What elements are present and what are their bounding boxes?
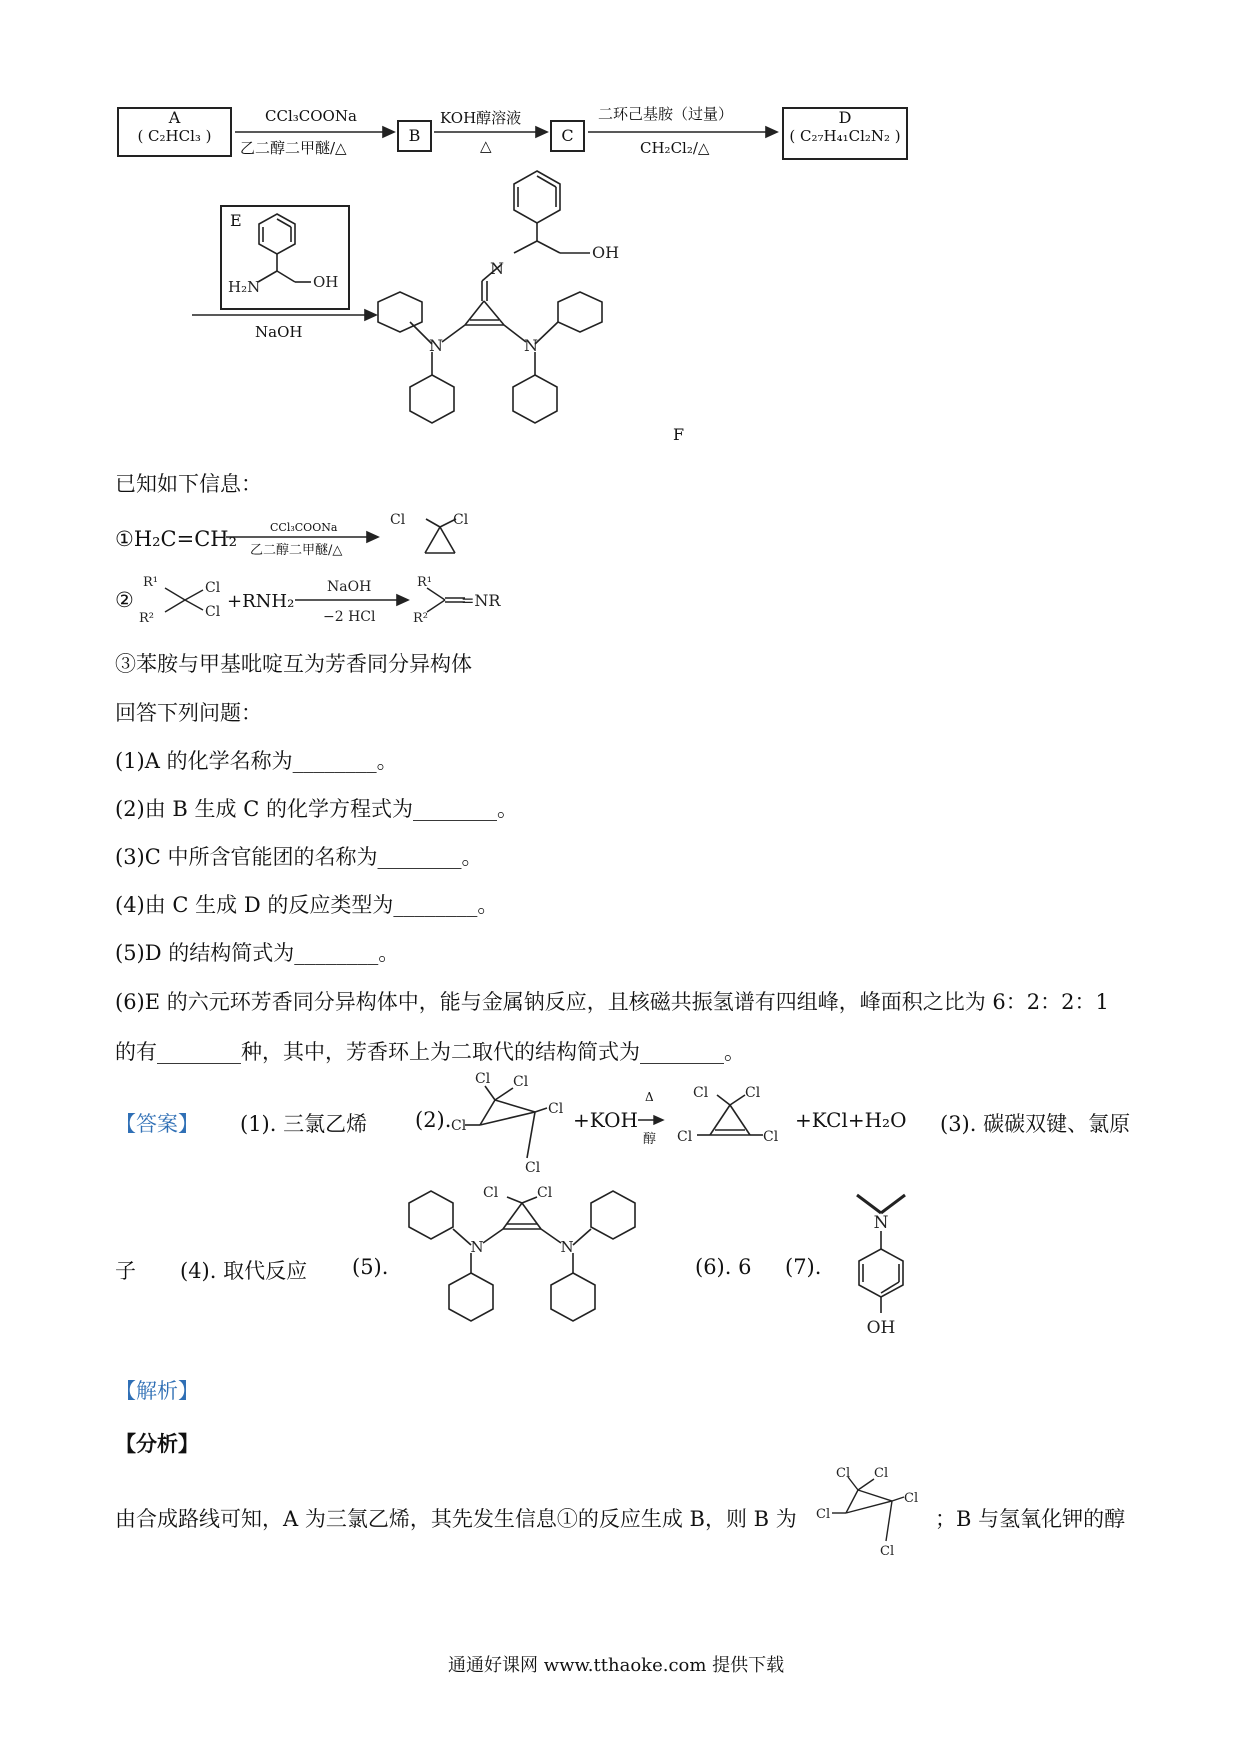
answer-7-label: (7). [785,1255,822,1279]
a5-n-left: N [470,1238,484,1256]
item2-product-nr: =NR [461,591,501,610]
answer-1: (1). 三氯乙烯 [240,1112,368,1136]
a7-oh: OH [866,1318,896,1338]
known-item1-arrow-bottom: 乙二醇二甲醚/△ [250,543,343,558]
item1-cl-left: Cl [390,512,406,528]
compound-b-label: B [408,126,421,145]
answer-6: (6). 6 [695,1255,752,1279]
arrow1-top-label: CCl₃COONa [265,107,357,125]
question-4: (4)由 C 生成 D 的反应类型为________。 [115,893,499,917]
compound-a-title: A [168,108,181,127]
page-footer: 通通好课网 www.tthaoke.com 提供下载 [448,1655,785,1676]
item2-cl-top: Cl [205,580,221,596]
answer-2-plus-koh: +KOH [573,1108,638,1132]
known-item2-prefix: ② [115,588,134,612]
answer-3: (3). 碳碳双键、氯原 [940,1112,1131,1136]
analysis-tag: 【解析】 [115,1379,199,1403]
item2-r1: R¹ [143,575,158,590]
answer-5-structure [395,1185,655,1355]
known-item1-graphics [220,505,480,565]
answer-tag: 【答案】 [115,1112,199,1136]
item2-arrow-bottom: −2 HCl [323,609,376,625]
answer-5-label: (5). [352,1255,389,1279]
answer-4: (4). 取代反应 [180,1259,308,1283]
item2-product-r1: R¹ [417,575,432,590]
item2-arrow-top: NaOH [327,579,372,595]
known-item3: ③苯胺与甲基吡啶互为芳香同分异构体 [115,652,472,676]
arrow4 [190,305,380,325]
compound-f-structure [370,165,670,450]
compound-a-formula: ( C₂HCl₃ ) [137,127,212,145]
item2-r2: R² [139,611,154,626]
question-1: (1)A 的化学名称为________。 [115,749,398,773]
known-item1-left: ①H₂C=CH₂ [115,527,238,551]
compound-e-structure [220,205,350,310]
a2-cl2: Cl [513,1074,529,1090]
a5-n-right: N [560,1238,574,1256]
question-3: (3)C 中所含官能团的名称为________。 [115,845,483,869]
a5-cl1: Cl [483,1185,499,1201]
a2-h: Cl [525,1160,541,1176]
compound-f-label: F [673,425,685,444]
arrow4-bottom-label: NaOH [255,323,303,341]
b-cl3: Cl [816,1507,831,1522]
compound-e-title: E [230,211,242,230]
answer-7-structure [835,1185,935,1345]
answer-2-arrow-top: Δ [645,1090,654,1104]
a2p-cl2: Cl [745,1085,761,1101]
a5-cl2: Cl [537,1185,553,1201]
compound-d-formula: ( C₂₇H₄₁Cl₂N₂ ) [789,127,901,145]
known-item2-graphics [135,570,525,630]
known-heading: 已知如下信息： [115,472,262,496]
f-oh: OH [592,243,620,262]
b-cl1: Cl [836,1466,851,1481]
answer-2-label: (2). [415,1108,452,1132]
answer-2-arrow-bottom: 醇 [643,1132,657,1147]
question-5: (5)D 的结构简式为________。 [115,941,400,965]
a2p-cl4: Cl [763,1129,779,1145]
analysis-text-before: 由合成路线可知，A 为三氯乙烯，其先发生信息①的反应生成 B，则 B 为 [115,1507,797,1531]
f-n-right: N [524,336,538,355]
a2-cl4: Cl [548,1101,564,1117]
questions-heading: 回答下列问题： [115,701,262,725]
question-6-line2: 的有________种，其中，芳香环上为二取代的结构简式为________。 [115,1040,745,1064]
b-cl4: Cl [904,1491,919,1506]
a2-cl1: Cl [475,1071,491,1087]
arrow2-top-label: KOH醇溶液 [440,109,522,127]
compound-c-label: C [561,126,574,145]
analysis-b-structure [818,1465,938,1560]
e-oh-label: OH [313,273,339,291]
b-cl5: Cl [880,1544,895,1559]
analysis-text-after: ；B 与氢氧化钾的醇 [935,1507,1126,1531]
answer-2-arrow [636,1110,666,1130]
item2-cl-bottom: Cl [205,604,221,620]
a2-cl3: Cl [451,1118,467,1134]
item1-cl-right: Cl [453,512,469,528]
answer-3-cont: 子 [115,1259,136,1283]
arrow3-bottom-label: CH₂Cl₂/△ [640,139,710,157]
answer-2-products: +KCl+H₂O [795,1108,907,1132]
question-2: (2)由 B 生成 C 的化学方程式为________。 [115,797,518,821]
b-cl2: Cl [874,1466,889,1481]
arrow2-bottom-label: △ [480,137,492,155]
f-imine-n: N [490,259,504,278]
answer-2-product [675,1085,795,1165]
arrow3-top-label: 二环己基胺（过量） [598,105,734,123]
scheme-arrows [0,0,1240,170]
arrow1-bottom-label: 乙二醇二甲醚/△ [240,139,347,157]
a2p-cl3: Cl [677,1129,693,1145]
known-item1-arrow-top: CCl₃COONa [270,521,338,534]
compound-d-title: D [838,108,852,127]
answer-2-reactant [451,1070,575,1176]
a2p-cl1: Cl [693,1085,709,1101]
item2-product-r2: R² [413,611,428,626]
analysis-subheading: 【分析】 [115,1431,199,1456]
item2-plus-rnh2: +RNH₂ [227,591,295,612]
f-n-left: N [429,336,443,355]
a7-n: N [873,1213,889,1233]
question-6-line1: (6)E 的六元环芳香同分异构体中，能与金属钠反应，且核磁共振氢谱有四组峰，峰面积之比为 6：2：2：1 [115,990,1109,1014]
e-nh2-label: H₂N [228,278,261,296]
